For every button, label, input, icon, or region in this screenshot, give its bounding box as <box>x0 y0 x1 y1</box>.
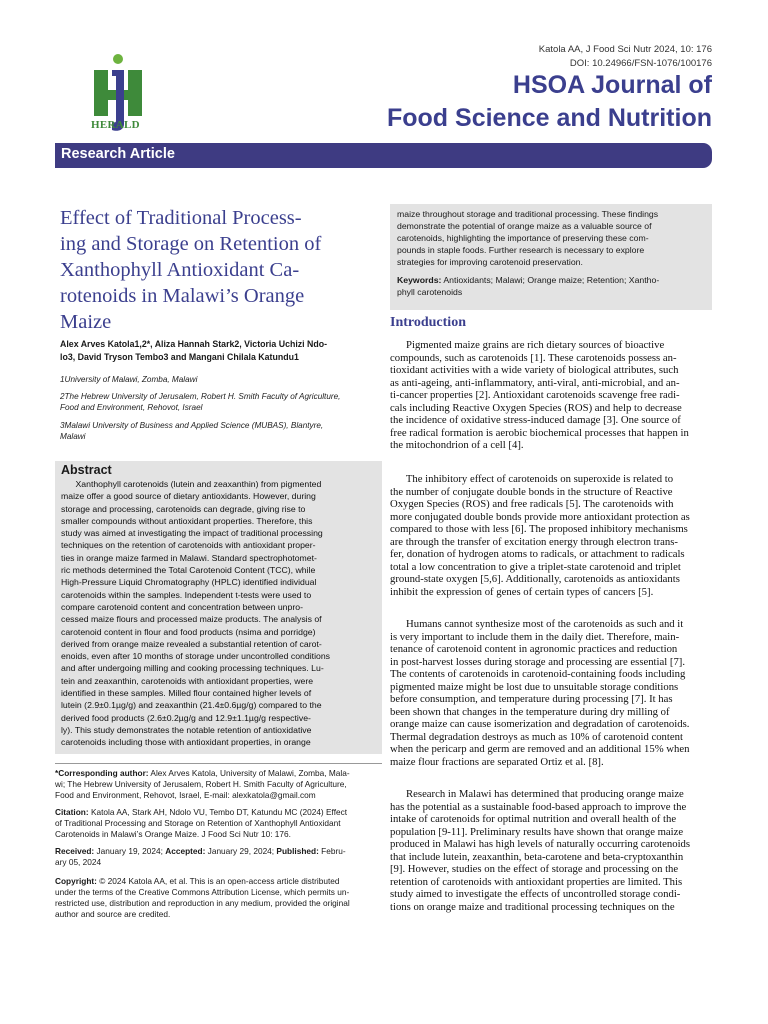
footnote-label: *Corresponding author: <box>55 768 149 778</box>
abstract-line: carotenoid content in flour and food products (nsima and porridge) <box>61 626 316 637</box>
paragraph-line: ground-state oxygen [5,6]. Additionally, carotenoids as antioxidants <box>390 573 680 585</box>
abstract-line: strategies for improving carotenoid preservation. <box>397 257 583 267</box>
abstract-line: derived from orange maize revealed a substantial retention of carot- <box>61 638 322 649</box>
abstract-line: carotenoids, highlighting the importance of preserving these com- <box>397 233 649 243</box>
affiliation-line: Food and Environment, Rehovot, Israel <box>60 403 203 412</box>
article-title <box>60 205 380 335</box>
received-label: Received: <box>55 846 95 856</box>
abstract-line: enoids, even after 10 months of storage under uncontrolled conditions <box>61 651 331 662</box>
keywords-list: Antioxidants; Malawi; Orange maize; Retention; Xantho- <box>441 275 660 285</box>
paragraph-line: in post-harvest losses during storage and processing are essential [7]. <box>390 655 686 668</box>
corresponding-author-note <box>55 768 385 801</box>
paragraph-line: compounds, such as carotenoids [1]. These carotenoids possess an- <box>390 351 677 364</box>
article-type-banner <box>55 143 712 168</box>
affiliation-2 <box>60 391 380 413</box>
abstract-line: pounds in staple foods. Further research is necessary to explore <box>397 245 645 255</box>
title-line: ing and Storage on Retention of <box>60 233 322 255</box>
title-line: Maize <box>60 311 112 333</box>
footnote-text: © 2024 Katola AA, et al. This is an open-access article distributed <box>96 876 340 886</box>
paragraph-line: tioxidant activities with a wide variety of biological attributes, such <box>390 364 679 376</box>
footnote-label: Citation: <box>55 807 89 817</box>
footnote-line: of Traditional Processing and Storage on Retention of Xanthophyll Antioxidant <box>55 818 341 828</box>
journal-title-line1: HSOA Journal of <box>512 71 712 99</box>
abstract-line: smaller compounds without antioxidant properties. Therefore, this <box>61 515 313 526</box>
abstract-line: High-Pressure Liquid Chromatography (HPLC) identified individual <box>61 577 317 588</box>
paragraph-line: orange maize can cause isomerization and degradation of carotenoids. <box>390 718 690 730</box>
paragraph-line: ti-cancer properties [2]. Antioxidant carotenoids scavenge free radi- <box>390 389 680 401</box>
doi-link[interactable]: DOI: 10.24966/FSN-1076/100176 <box>569 58 712 69</box>
abstract-line: demonstrate the potential of orange maize as a valuable source of <box>397 221 652 231</box>
paragraph-line: is very important to include them in the daily diet. Therefore, main- <box>390 630 680 643</box>
paragraph-line: [9]. However, studies on the effect of storage and processing on the <box>390 863 679 875</box>
paragraph-line: been shown that changes in the temperature during dry milling of <box>390 705 670 718</box>
abstract-line: compare carotenoid content and concentration between unpro- <box>61 601 303 612</box>
abstract-line: tein and zeaxanthin, carotenoids with antioxidant properties, were <box>61 675 314 686</box>
abstract-line: techniques on the retention of carotenoids with antioxidant proper- <box>61 540 316 551</box>
title-line: Xanthophyll Antioxidant Ca- <box>60 259 300 281</box>
author-line: Alex Arves Katola1,2*, Aliza Hannah Stark2, Victoria Uchizi Ndo- <box>60 339 328 349</box>
abstract-line: storage and processing, carotenoids can degrade, giving rise to <box>61 503 306 514</box>
paragraph-line: the number of conjugate double bonds in the structure of Reactive <box>390 485 673 498</box>
dates-note <box>55 846 385 868</box>
introduction-heading: Introduction <box>390 315 466 330</box>
paragraph-line: the incidence of oxidative stress-induced damage [3]. One source of <box>390 414 681 426</box>
affiliation-3 <box>60 420 380 442</box>
abstract-line: study was aimed at investigating the impact of traditional processing <box>61 528 323 539</box>
intro-paragraph-3 <box>390 618 712 768</box>
author-line: lo3, David Tryson Tembo3 and Mangani Chilala Katundu1 <box>60 351 299 362</box>
abstract-line: ties in orange maize farmed in Malawi. Standard spectrophotomet- <box>61 552 317 563</box>
title-line: Effect of Traditional Process- <box>60 207 302 229</box>
footnote-divider <box>55 763 382 764</box>
copyright-note <box>55 876 385 920</box>
abstract-box <box>55 461 382 754</box>
paragraph-line: compared to those with less [6]. The proposed inhibitory mechanisms <box>390 523 688 535</box>
paragraph-line: Thermal degradation destroys as much as 10% of carotenoid content <box>390 730 683 743</box>
accepted-label: Accepted: <box>165 846 206 856</box>
keywords-label: Keywords: <box>397 275 442 285</box>
paragraph-line: has the potential as a sustainable food-based approach to improve the <box>390 800 687 813</box>
received-value: January 19, 2024; <box>94 846 166 856</box>
published-label: Published: <box>276 846 319 856</box>
author-list <box>60 338 380 363</box>
intro-paragraph-4 <box>390 788 712 913</box>
footnote-line: Carotenoids in Malawi’s Orange Maize. J Food Sci Nutr 10: 176. <box>55 829 291 839</box>
paragraph-line: tions on orange maize and traditional processing techniques on the <box>390 900 675 913</box>
paragraph-line: total a low concentration to give a triplet-state carotenoid and triplet <box>390 560 681 573</box>
paragraph-line: when the pericarp and germ are removed and an additional 15% when <box>390 743 690 755</box>
journal-title-line2: Food Science and Nutrition <box>386 104 712 132</box>
abstract-line: carotenoids within the samples. Independent t-tests were used to <box>61 589 312 600</box>
footnote-line: wi; The Hebrew University of Jerusalem, Robert H. Smith Faculty of Agriculture, <box>55 779 347 789</box>
footnote-line: under the terms of the Creative Commons Attribution License, which permits un- <box>55 887 350 897</box>
accepted-value: January 29, 2024; <box>205 846 277 856</box>
footnote-text: Alex Arves Katola, University of Malawi, Zomba, Mala- <box>148 768 350 778</box>
abstract-line: lutein (2.9±0.1µg/g) and zeaxanthin (21.4±0.6µg/g) compared to the <box>61 700 322 711</box>
logo-wordmark: HERALD <box>91 119 140 131</box>
abstract-line: carotenoids including those with antioxidant properties, in orange <box>61 737 311 748</box>
affiliation-line: 2The Hebrew University of Jerusalem, Robert H. Smith Faculty of Agriculture, <box>60 392 341 401</box>
affiliation-line: 3Malawi University of Business and Applied Science (MUBAS), Blantyre, <box>60 421 324 430</box>
title-line: rotenoids in Malawi’s Orange <box>60 285 305 307</box>
paragraph-line: Pigmented maize grains are rich dietary sources of bioactive <box>390 339 665 351</box>
paragraph-line: population [9-11]. Preliminary results have shown that orange maize <box>390 825 684 838</box>
paragraph-line: that include lutein, zeaxanthin, beta-carotene and beta-cryptoxanthin <box>390 850 684 863</box>
abstract-line: maize offer a good source of dietary antioxidants. However, during <box>61 491 316 502</box>
paragraph-line: before consumption, and temperature during processing [7]. It has <box>390 693 673 705</box>
published-value: Febru- <box>318 846 346 856</box>
citation-header: Katola AA, J Food Sci Nutr 2024, 10: 176 <box>538 44 712 55</box>
footnote-label: Copyright: <box>55 876 97 886</box>
footnote-line: restricted use, distribution and reproduction in any medium, provided the original <box>55 898 350 908</box>
paragraph-line: are through the transfer of excitation energy through electron trans- <box>390 535 678 548</box>
paragraph-line: fer, donation of hydrogen atoms to radicals, or attachment to radicals <box>390 548 685 560</box>
affiliation-line: 1University of Malawi, Zomba, Malawi <box>60 375 198 384</box>
paragraph-line: The contents of carotenoids in carotenoid-containing foods including <box>390 668 686 680</box>
abstract-heading: Abstract <box>61 463 112 477</box>
paragraph-line: Research in Malawi has determined that producing orange maize <box>390 788 684 800</box>
abstract-line: maize throughout storage and traditional processing. These findings <box>397 209 659 219</box>
abstract-continued-text <box>397 208 658 268</box>
abstract-line: Xanthophyll carotenoids (lutein and zeaxanthin) from pigmented <box>61 479 322 489</box>
abstract-line: ly). This study demonstrates the notable retention of antioxidative <box>61 724 312 735</box>
keywords <box>397 274 659 298</box>
paragraph-line: intake of carotenoids for optimal nutrition and overall health of the <box>390 813 677 825</box>
herald-logo <box>88 50 148 135</box>
paragraph-line: maize flour fractions are separated Ortiz et al. [8]. <box>390 755 604 768</box>
paragraph-line: study aimed to investigate the effects of uncontrolled storage condi- <box>390 888 681 900</box>
affiliation-line: Malawi <box>60 432 86 441</box>
footnote-line: Food and Environment, Rehovot, Israel, E-mail: alexkatola@gmail.com <box>55 790 316 800</box>
paragraph-line: as anti-ageing, anti-inflammatory, anti-viral, anti-microbial, and an- <box>390 376 680 389</box>
keywords-list-cont: phyll carotenoids <box>397 287 463 297</box>
footnote-text: Katola AA, Stark AH, Ndolo VU, Tembo DT, Katundu MC (2024) Effect <box>88 807 348 817</box>
abstract-continued-box <box>390 204 712 310</box>
paragraph-line: The inhibitory effect of carotenoids on superoxide is related to <box>390 473 674 485</box>
abstract-line: identified in these samples. Milled flour contained higher levels of <box>61 688 312 699</box>
intro-paragraph-2 <box>390 473 712 598</box>
paragraph-line: tenance of carotenoid content in agronomic practices and reduction <box>390 643 678 655</box>
footnote-line: author and source are credited. <box>55 909 171 919</box>
intro-paragraph-1 <box>390 339 712 452</box>
abstract-line: cessed maize flours and processed maize products. The analysis of <box>61 614 322 625</box>
published-value-cont: ary 05, 2024 <box>55 857 102 867</box>
article-type-label: Research Article <box>61 146 175 162</box>
paragraph-line: cals including Reactive Oxygen Species (ROS) and help to decrease <box>390 401 682 414</box>
paragraph-line: Humans cannot synthesize most of the carotenoids as such and it <box>390 618 684 630</box>
abstract-text <box>61 478 375 749</box>
abstract-line: and after undergoing milling and cooking processing techniques. Lu- <box>61 663 324 674</box>
citation-note <box>55 807 385 840</box>
paragraph-line: free radical formation is aerobic biochemical processes that happen in <box>390 426 689 439</box>
paragraph-line: inhibit the expression of genes of certain types of cancers [5]. <box>390 585 654 598</box>
paragraph-line: pigmented maize might be lost due to unsuitable storage conditions <box>390 680 679 693</box>
affiliation-1 <box>60 374 380 385</box>
paragraph-line: Oxygen Species (ROS) and free radicals [5]. The carotenoids with <box>390 498 674 510</box>
paragraph-line: retention of carotenoids with antioxidant properties are limited. This <box>390 875 683 888</box>
paragraph-line: the mitochondrion of a cell [4]. <box>390 439 524 451</box>
paragraph-line: produced in Malawi has high levels of naturally occurring carotenoids <box>390 838 691 850</box>
abstract-line: ric methods determined the Total Carotenoid Content (TCC), while <box>61 565 316 576</box>
abstract-line: derived food products (2.6±0.2µg/g and 12.9±1.1µg/g respective- <box>61 712 311 723</box>
paragraph-line: more conjugated double bonds provide more antioxidant protection as <box>390 510 690 523</box>
